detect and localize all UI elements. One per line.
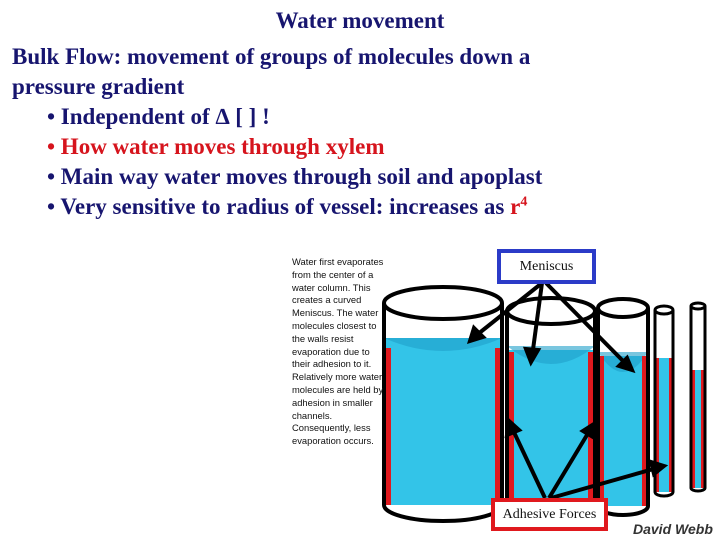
meniscus-label: Meniscus <box>497 249 596 284</box>
body-line-2: pressure gradient <box>12 74 185 99</box>
radius-symbol: r <box>510 194 521 219</box>
body-line-1: Bulk Flow: movement of groups of molecules down a <box>12 44 531 69</box>
bullet-1: • Independent of ∆ [ ] ! <box>47 104 270 129</box>
bullet-2: • How water moves through xylem <box>47 134 385 159</box>
bullet-3: • Main way water moves through soil and apoplast <box>47 164 543 189</box>
adhesive-forces-label: Adhesive Forces <box>491 498 608 531</box>
slide-title: Water movement <box>275 8 445 33</box>
capillary-2 <box>691 303 705 491</box>
tube-large <box>384 287 502 521</box>
image-credit: David Webb <box>633 521 713 537</box>
tube-medium <box>507 298 595 520</box>
figure-caption: Water first evaporates from the center of a water column. This creates a curved Meniscus. The water molecules closest to the walls resist evaporation due to their adhesion to it. Relatively more water molecules are held by adhesion in smaller channels. Consequently, less evaporation occurs. <box>292 256 384 447</box>
radius-exponent: 4 <box>520 194 528 210</box>
bullet-4-text: • Very sensitive to radius of vessel: increases as <box>47 194 511 219</box>
